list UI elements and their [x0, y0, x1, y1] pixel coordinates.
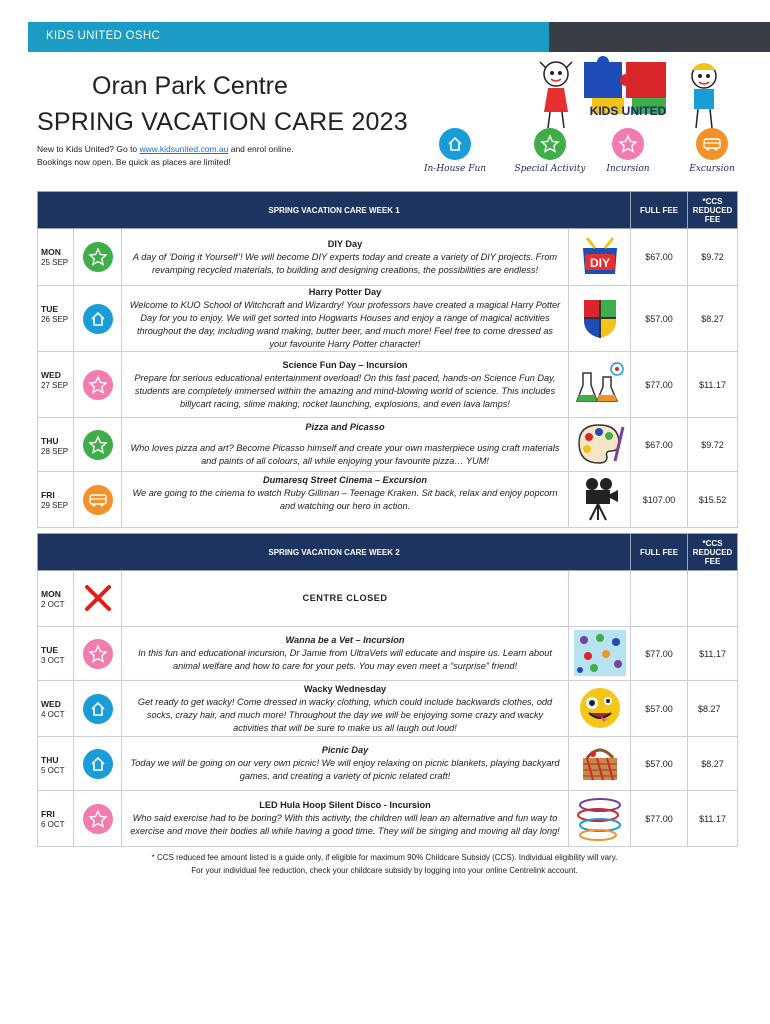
- ccs-fee: $9.72: [688, 229, 738, 286]
- table-row: [38, 352, 770, 418]
- activity-desc: Picnic Day Today we will be going on our very own picnic! We will enjoy relaxing on picnic blankets, playing backyard games, and creating a variety of picnic related craft!: [122, 737, 569, 791]
- ccs-fee: $8.27: [688, 737, 738, 791]
- activity-desc: Wanna be a Vet – Incursion In this fun and educational incursion, Dr Jamie from UltraVets will educate and inspire us. Learn about animal welfare and how to care for your pets. You may even meet a “surprise” friend!: [122, 627, 569, 681]
- ccs-fee: $15.52: [688, 472, 738, 528]
- full-fee: $107.00: [631, 472, 688, 528]
- star-icon: [83, 242, 113, 272]
- house-icon: [83, 694, 113, 724]
- full-fee: $67.00: [631, 418, 688, 472]
- full-fee: $57.00: [631, 737, 688, 791]
- page-title: SPRING VACATION CARE 2023: [37, 108, 408, 136]
- star-icon: [83, 430, 113, 460]
- star-icon: [83, 804, 113, 834]
- full-fee-header: FULL FEE: [631, 534, 688, 571]
- day-cell: MON 2 OCT: [38, 571, 74, 627]
- house-icon: [83, 749, 113, 779]
- day-cell: WED 27 SEP: [38, 352, 74, 418]
- intro-line2: Bookings now open. Be quick as places are limited!: [37, 157, 231, 167]
- table-row: [38, 627, 770, 681]
- activity-type-cell: [74, 418, 122, 472]
- diy-image: [569, 229, 631, 286]
- day-cell: THU 5 OCT: [38, 737, 74, 791]
- table-row: [38, 472, 770, 528]
- legend-label: In-House Fun: [423, 164, 487, 174]
- activity-type-cell: [74, 791, 122, 847]
- day-cell: FRI 29 SEP: [38, 472, 74, 528]
- header-bar-dark: [549, 22, 770, 52]
- activity-type-cell: [74, 229, 122, 286]
- paint-palette-image: [569, 418, 631, 472]
- activity-type-cell: [74, 571, 122, 627]
- ccs-header: *CCS REDUCED FEE: [688, 534, 738, 571]
- kids-united-logo: [534, 56, 734, 136]
- table-row: [38, 229, 770, 286]
- logo-text: KIDS UNITED: [589, 104, 667, 118]
- activity-desc: CENTRE CLOSED: [122, 571, 569, 627]
- full-fee: $77.00: [631, 791, 688, 847]
- table-row: [38, 286, 770, 352]
- full-fee: $57.00: [631, 286, 688, 352]
- star-icon: [534, 128, 566, 160]
- logo-graphic: [534, 56, 734, 136]
- day-cell: MON 25 SEP: [38, 229, 74, 286]
- activity-desc: LED Hula Hoop Silent Disco - Incursion Who said exercise had to be boring? With this activity, the children will lean an alternative and fun way to exercise and move their bodies all while having a good time. They will be singing and moving all day long!: [122, 791, 569, 847]
- science-image: [569, 352, 631, 418]
- legend-incursion: [588, 128, 668, 174]
- activity-desc: DIY Day A day of ‘Doing it Yourself’! We will become DIY experts today and create a variety of DIY projects. From revamping recycled materials, to building and designing creations, the possibilities are endless!: [122, 229, 569, 286]
- table-row: [38, 418, 770, 472]
- activity-type-cell: [74, 352, 122, 418]
- day-cell: TUE 26 SEP: [38, 286, 74, 352]
- full-fee: $77.00: [631, 352, 688, 418]
- table-row: [38, 681, 770, 737]
- full-fee: $57.00: [631, 681, 688, 737]
- day-cell: FRI 6 OCT: [38, 791, 74, 847]
- activity-type-cell: [74, 627, 122, 681]
- intro-line1-pre: New to Kids United? Go to: [37, 144, 140, 154]
- intro-text: [37, 143, 294, 169]
- website-link[interactable]: www.kidsunited.com.au: [139, 144, 229, 154]
- org-name: KIDS UNITED OSHC: [46, 30, 161, 42]
- legend-excursion: [672, 128, 752, 174]
- table-row: [38, 571, 770, 627]
- bus-icon: [696, 128, 728, 160]
- house-icon: [83, 304, 113, 334]
- activity-desc: Pizza and Picasso Who loves pizza and art? Become Picasso himself and create your own masterpiece using craft materials and paints of all colours, all while enjoying your favourite pizza… YUM!: [122, 418, 569, 472]
- house-icon: [439, 128, 471, 160]
- hogwarts-crest-image: [569, 286, 631, 352]
- week1-table: [37, 191, 770, 528]
- picnic-basket-image: [569, 737, 631, 791]
- legend-label: Incursion: [606, 164, 650, 174]
- ccs-fee: $11.17: [688, 791, 738, 847]
- full-fee-header: FULL FEE: [631, 192, 688, 229]
- legend-in-house: [415, 128, 495, 174]
- ccs-fee: $11.17: [688, 352, 738, 418]
- centre-name: Oran Park Centre: [92, 72, 288, 100]
- svg-text:DIY: DIY: [589, 256, 610, 270]
- activity-type-cell: [74, 286, 122, 352]
- activity-desc: Science Fun Day – Incursion Prepare for serious educational entertainment overload! On this fast paced, hands-on Science Fun Day, students are completely immersed within the amazing and mind-blowing world of science. This includes billycart racing, slime making, rocket launching, explosions, and even lava lamps!: [122, 352, 569, 418]
- star-icon: [83, 639, 113, 669]
- activity-desc: Wacky Wednesday Get ready to get wacky! Come dressed in wacky clothing, which could include backwards clothes, odd socks, crazy hair, and much more! Throughout the day we will be enjoying some crazy and wacky activities that will be sure to make us all laugh out loud!: [122, 681, 569, 737]
- activity-desc: Dumaresq Street Cinema – Excursion We are going to the cinema to watch Ruby Gillman – Teenage Kraken. Sit back, relax and enjoy popcorn and watching our hero in action.: [122, 472, 569, 528]
- bus-icon: [83, 485, 113, 515]
- ccs-header: *CCS REDUCED FEE: [688, 192, 738, 229]
- hula-hoops-image: [569, 791, 631, 847]
- week2-table: [37, 533, 770, 847]
- day-cell: TUE 3 OCT: [38, 627, 74, 681]
- legend-label: Excursion: [689, 164, 735, 174]
- activity-type-cell: [74, 472, 122, 528]
- header-bar: [28, 22, 549, 52]
- ccs-fee: $8.27: [688, 286, 738, 352]
- star-icon: [83, 370, 113, 400]
- day-cell: WED 4 OCT: [38, 681, 74, 737]
- star-icon: [612, 128, 644, 160]
- legend-label: Special Activity: [514, 164, 586, 174]
- film-camera-image: [569, 472, 631, 528]
- ccs-fee: $11.17: [688, 627, 738, 681]
- ccs-fee: $8.27: [688, 681, 738, 737]
- intro-line1-post: and enrol online.: [228, 144, 294, 154]
- full-fee: $77.00: [631, 627, 688, 681]
- activity-desc: Harry Potter Day Welcome to KUO School of Witchcraft and Wizardry! Your professors have created a magical Harry Potter Day for you to enjoy. We will get sorted into Hogwarts Houses and enjoy a range of magical activities throughout the day, including wand making, butter beer, and much more! Feel free to come dressed as your favourite Harry Potter character!: [122, 286, 569, 352]
- footnote-2: For your individual fee reduction, check your childcare subsidy by logging into your online Centrelink account.: [191, 866, 578, 875]
- ccs-fee: $9.72: [688, 418, 738, 472]
- wacky-emoji-image: [569, 681, 631, 737]
- table-row: [38, 737, 770, 791]
- week2-heading: SPRING VACATION CARE WEEK 2: [38, 534, 631, 571]
- legend-special-activity: [510, 128, 590, 174]
- week1-header-row: [38, 192, 770, 229]
- close-icon: [83, 583, 113, 613]
- full-fee: $67.00: [631, 229, 688, 286]
- animals-image: [569, 627, 631, 681]
- table-row: [38, 791, 770, 847]
- week2-header-row: [38, 534, 770, 571]
- activity-type-cell: [74, 681, 122, 737]
- day-cell: THU 28 SEP: [38, 418, 74, 472]
- week1-heading: SPRING VACATION CARE WEEK 1: [38, 192, 631, 229]
- footnote-1: * CCS reduced fee amount listed is a guide only, if eligible for maximum 90% Childcare Subsidy (CCS). Individual eligibility will vary.: [151, 853, 618, 862]
- activity-type-cell: [74, 737, 122, 791]
